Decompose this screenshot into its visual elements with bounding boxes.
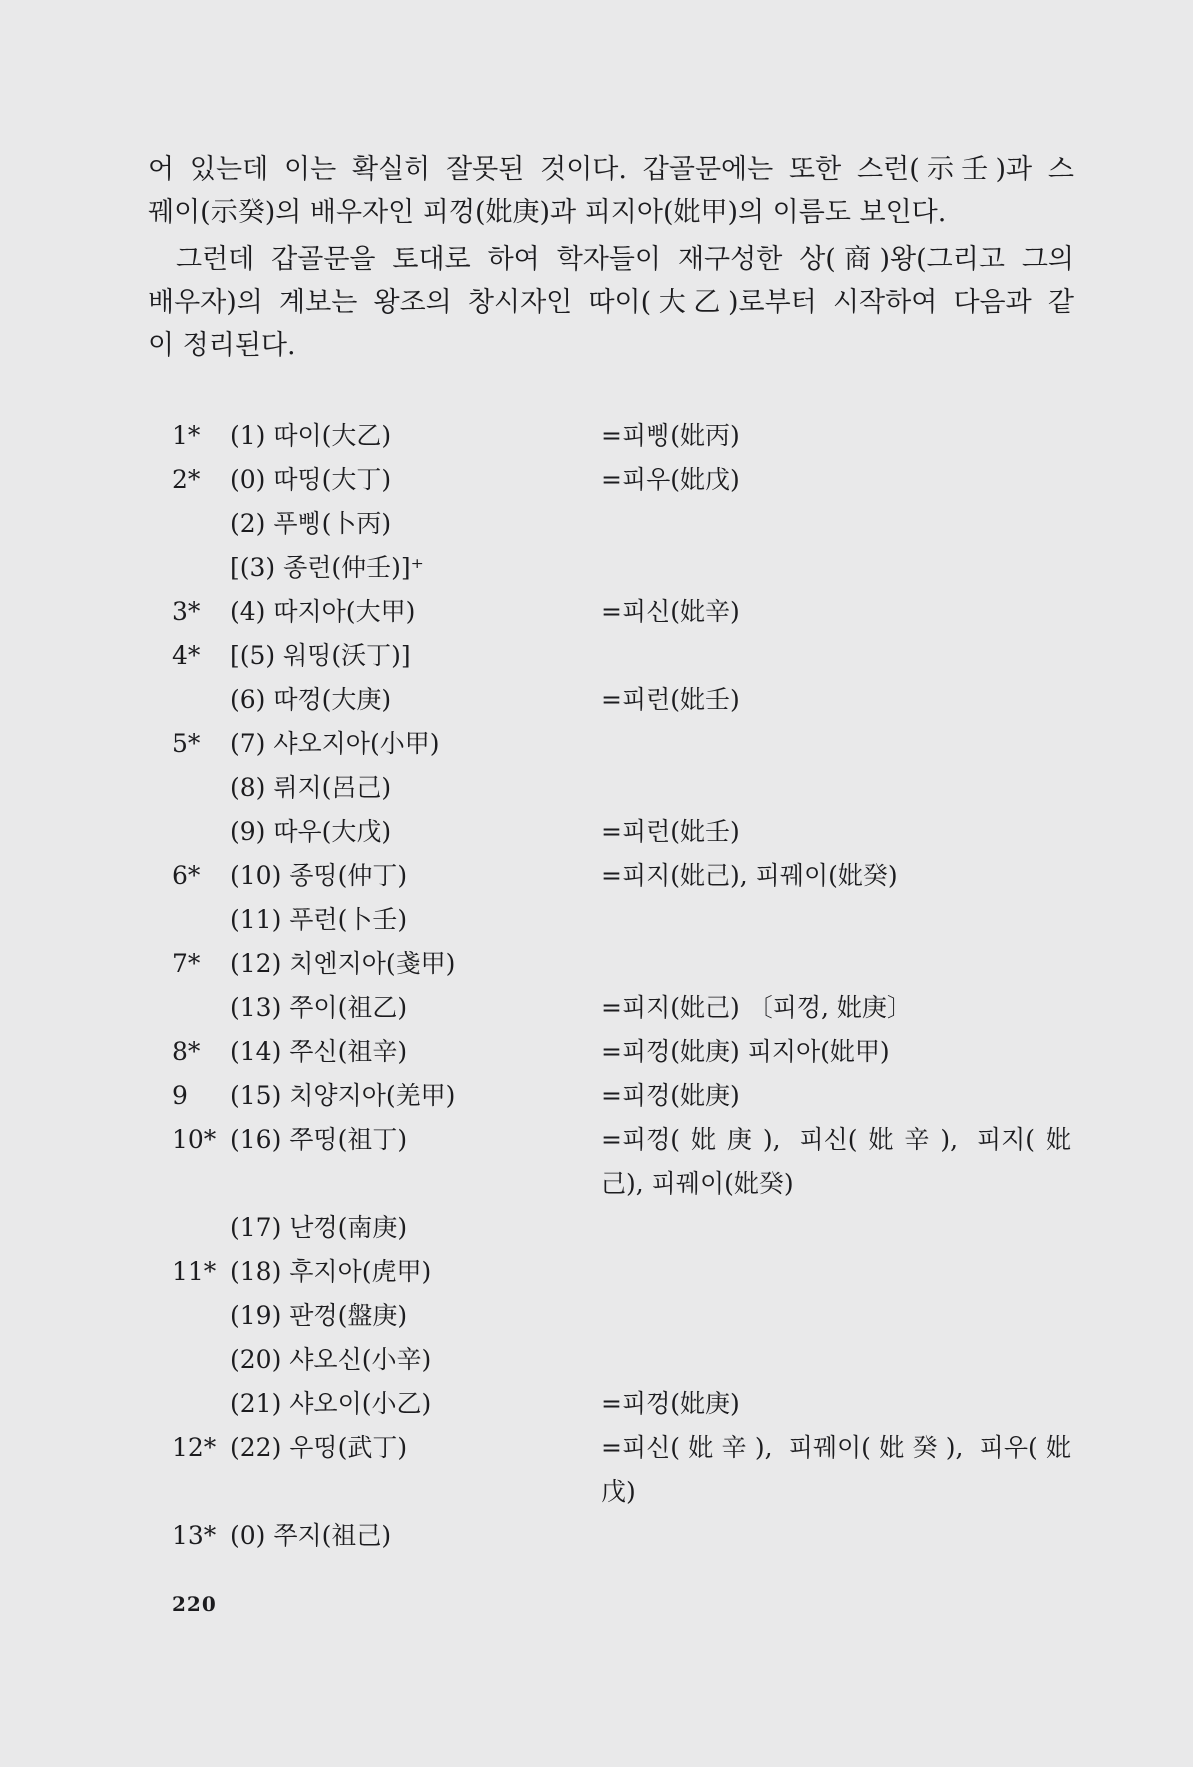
king-name: (2) 푸삥(卜丙)	[230, 509, 392, 538]
king-name: (10) 종띵(仲丁)	[230, 861, 408, 890]
intro-paragraph	[148, 148, 1074, 234]
generation-number: 3*	[172, 597, 201, 626]
generation-number: 12*	[172, 1433, 217, 1462]
consort-names: =피런(妣壬)	[601, 685, 740, 714]
king-name: (11) 푸런(卜壬)	[230, 905, 408, 934]
consort-names: =피신(妣辛), 피꿰이(妣癸), 피우(妣	[601, 1433, 1071, 1462]
king-name: (16) 쭈띵(祖丁)	[230, 1125, 408, 1154]
king-name: (19) 판껑(盤庚)	[230, 1301, 408, 1330]
generation-number: 8*	[172, 1037, 201, 1066]
generation-number: 4*	[172, 641, 201, 670]
king-name: (21) 샤오이(小乙)	[230, 1389, 432, 1418]
text-line: 어 있는데 이는 확실히 잘못된 것이다. 갑골문에는 또한 스런(示壬)과 스	[148, 154, 1074, 185]
generation-number: 11*	[172, 1257, 217, 1286]
consort-names: =피껑(妣庚)	[601, 1081, 740, 1110]
king-name: (22) 우띵(武丁)	[230, 1433, 408, 1462]
king-name: (8) 뤼지(呂己)	[230, 773, 392, 802]
generation-number: 9	[172, 1081, 188, 1110]
consort-names: =피껑(妣庚) 피지아(妣甲)	[601, 1037, 890, 1066]
consort-names: =피껑(妣庚), 피신(妣辛), 피지(妣	[601, 1125, 1071, 1154]
text-line: 이 정리된다.	[148, 330, 296, 361]
king-name: (20) 샤오신(小辛)	[230, 1345, 432, 1374]
king-name: (1) 따이(大乙)	[230, 421, 392, 450]
page-number: 220	[172, 1592, 217, 1616]
king-name: (9) 따우(大戊)	[230, 817, 392, 846]
generation-number: 7*	[172, 949, 201, 978]
consort-names: =피신(妣辛)	[601, 597, 740, 626]
king-name: [(5) 워띵(沃丁)]	[230, 641, 411, 670]
consort-names-continued: 戊)	[601, 1477, 636, 1506]
consort-names-continued: 己), 피꿰이(妣癸)	[601, 1169, 794, 1198]
generation-number: 2*	[172, 465, 201, 494]
consort-names: =피지(妣己) 〔피껑, 妣庚〕	[601, 993, 912, 1022]
king-name: (17) 난껑(南庚)	[230, 1213, 408, 1242]
text-line: 꿰이(示癸)의 배우자인 피껑(妣庚)과 피지아(妣甲)의 이름도 보인다.	[148, 197, 947, 228]
generation-number: 13*	[172, 1521, 217, 1550]
king-name: (0) 쭈지(祖己)	[230, 1521, 392, 1550]
generation-number: 1*	[172, 421, 201, 450]
king-name: (18) 후지아(虎甲)	[230, 1257, 432, 1286]
consort-names: =피런(妣壬)	[601, 817, 740, 846]
generation-number: 10*	[172, 1125, 217, 1154]
king-name: (6) 따껑(大庚)	[230, 685, 392, 714]
king-name: (15) 치양지아(羌甲)	[230, 1081, 456, 1110]
text-line: 그런데 갑골문을 토대로 하여 학자들이 재구성한 상(商)왕(그리고 그의	[176, 244, 1074, 275]
king-name: (0) 따띵(大丁)	[230, 465, 392, 494]
text-line: 배우자)의 계보는 왕조의 창시자인 따이(大乙)로부터 시작하여 다음과 같	[148, 287, 1074, 318]
genealogy-intro-paragraph	[148, 238, 1074, 367]
king-name: (12) 치엔지아(戔甲)	[230, 949, 456, 978]
consort-names: =피삥(妣丙)	[601, 421, 740, 450]
consort-names: =피우(妣戊)	[601, 465, 740, 494]
generation-number: 6*	[172, 861, 201, 890]
generation-number: 5*	[172, 729, 201, 758]
consort-names: =피지(妣己), 피꿰이(妣癸)	[601, 861, 898, 890]
consort-names: =피껑(妣庚)	[601, 1389, 740, 1418]
king-name: (14) 쭈신(祖辛)	[230, 1037, 408, 1066]
king-name: (7) 샤오지아(小甲)	[230, 729, 440, 758]
king-name: [(3) 종런(仲壬)]⁺	[230, 553, 424, 582]
king-name: (13) 쭈이(祖乙)	[230, 993, 408, 1022]
king-name: (4) 따지아(大甲)	[230, 597, 416, 626]
